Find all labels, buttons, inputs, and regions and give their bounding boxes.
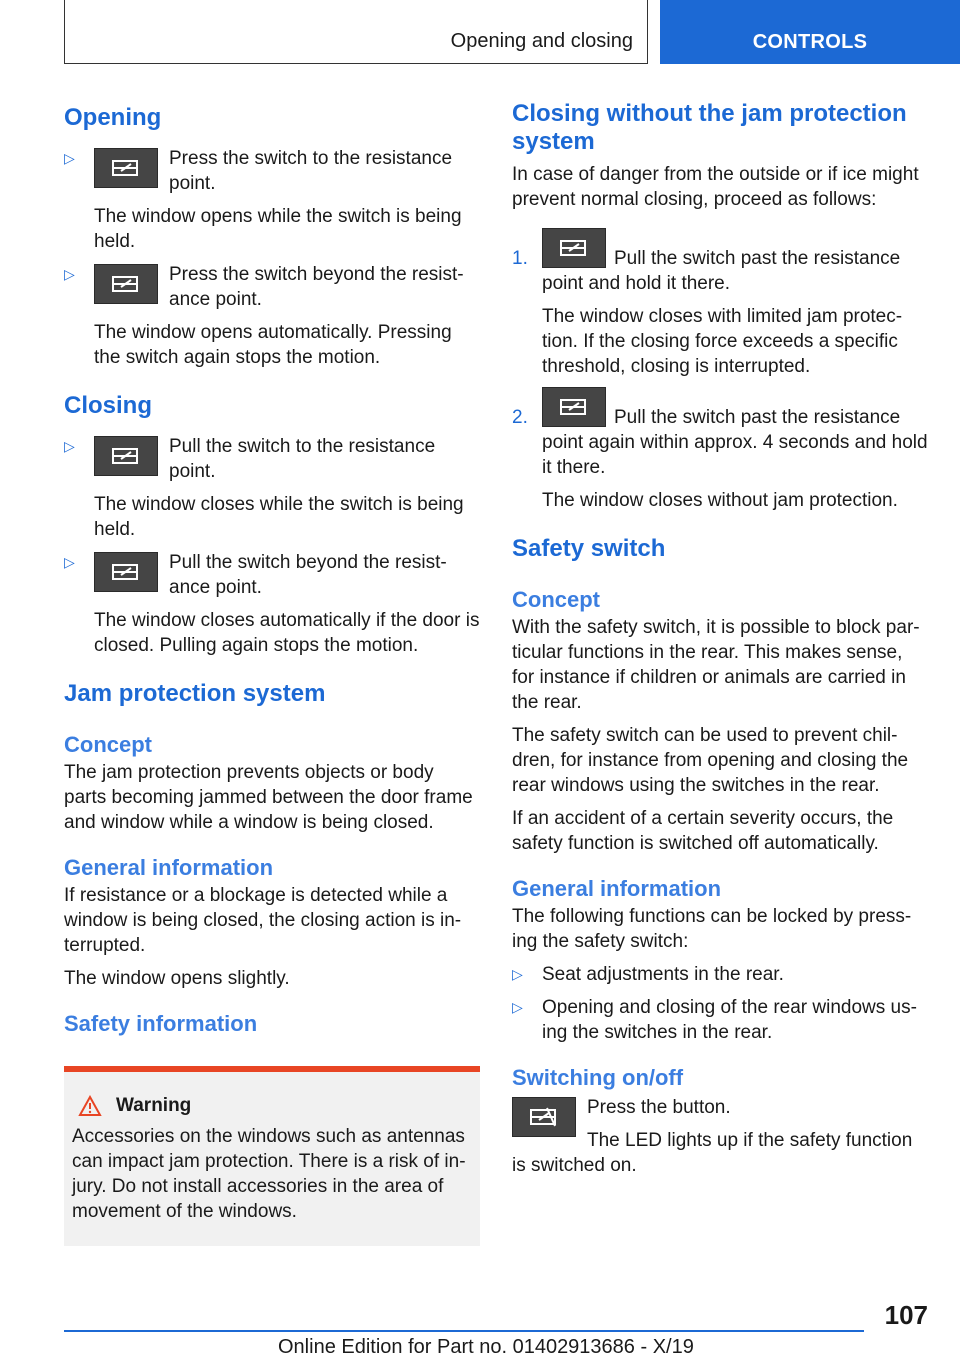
header-chapter-tab[interactable] <box>660 0 960 64</box>
step-icon-text: Pull the switch past the resistance point and hold it there. <box>542 248 901 294</box>
window-switch-icon <box>542 228 606 268</box>
step-2 <box>512 387 928 513</box>
switching-heading: Switching on/off <box>512 1065 684 1090</box>
safety-concept-text-1: With the safety switch, it is possible to block par-ticular functions in the rear. This makes sense, for instance if children or animals are carried in the rear. <box>512 617 920 713</box>
closing-without-heading: Closing without the jam protection system <box>512 100 907 155</box>
safety-switch-icon <box>512 1097 576 1137</box>
jam-general-text-1: If resistance or a blockage is detected while a window is being closed, the closing action is in-terrupted. <box>64 885 462 956</box>
step-1 <box>512 228 928 379</box>
item-icon-text: Pull the switch beyond the resist-ance point. <box>169 552 447 598</box>
step-description: The window closes with limited jam protec-tion. If the closing force exceeds a specific threshold, closing is interrupted. <box>542 306 903 377</box>
opening-item-1 <box>64 146 480 254</box>
icon-row <box>542 228 928 296</box>
closing-item-2 <box>64 550 480 658</box>
window-switch-icon <box>94 148 158 188</box>
icon-row <box>542 387 928 480</box>
icon-row <box>94 262 480 312</box>
item-icon-text: Pull the switch to the resistance point. <box>169 436 436 482</box>
safety-general-item-2 <box>512 995 928 1045</box>
icon-row <box>94 550 480 600</box>
closing-without-intro: In case of danger from the outside or if ice might prevent normal closing, proceed as follows: <box>512 164 919 210</box>
triangle-bullet-icon: ▷ <box>64 150 75 166</box>
list-item-text: Seat adjustments in the rear. <box>542 964 784 985</box>
step-number: 1. <box>512 248 528 269</box>
warning-title-row <box>72 1092 472 1120</box>
window-switch-icon <box>94 436 158 476</box>
safety-general-item-1 <box>512 962 928 987</box>
safety-concept-text-2: The safety switch can be used to prevent chil-dren, for instance from opening and closing the rear windows using the switches in the rear. <box>512 725 909 796</box>
jam-protection-heading: Jam protection system <box>64 680 326 707</box>
switching-text-2: The LED lights up if the safety function is switched on. <box>512 1130 913 1176</box>
item-description: The window opens automatically. Pressing the switch again stops the motion. <box>94 322 452 368</box>
triangle-bullet-icon: ▷ <box>64 266 75 282</box>
list-item-text: Opening and closing of the rear windows us-ing the switches in the rear. <box>542 997 917 1043</box>
closing-item-1 <box>64 434 480 542</box>
triangle-bullet-icon: ▷ <box>64 554 75 570</box>
jam-general-heading: General information <box>64 855 274 880</box>
safety-general-heading: General information <box>512 876 722 901</box>
header-section-title: Opening and closing <box>450 30 633 52</box>
safety-switch-heading: Safety switch <box>512 535 666 562</box>
page-number: 107 <box>884 1300 928 1330</box>
item-description: The window closes automatically if the door is closed. Pulling again stops the motion. <box>94 610 480 656</box>
triangle-bullet-icon: ▷ <box>512 999 523 1015</box>
opening-heading: Opening <box>64 104 162 131</box>
jam-concept-text: The jam protection prevents objects or body parts becoming jammed between the door frame and window while a window is being closed. <box>64 762 473 833</box>
item-icon-text: Press the switch to the resistance point. <box>169 148 453 194</box>
step-icon-text: Pull the switch past the resistance point again within approx. 4 seconds and hold it there. <box>542 407 928 478</box>
window-switch-icon <box>542 387 606 427</box>
left-column <box>64 96 480 1039</box>
window-switch-icon <box>94 264 158 304</box>
footer-edition-text: Online Edition for Part no. 01402913686 - X/19 <box>278 1336 694 1358</box>
warning-triangle-icon <box>78 1095 102 1117</box>
item-description: The window opens while the switch is being held. <box>94 206 462 252</box>
icon-row <box>94 146 480 196</box>
footer-divider <box>64 1330 864 1332</box>
chapter-tab-label: CONTROLS <box>752 31 868 53</box>
window-switch-icon <box>94 552 158 592</box>
item-description: The window closes while the switch is being held. <box>94 494 464 540</box>
jam-general-text-2: The window opens slightly. <box>64 968 290 989</box>
safety-concept-text-3: If an accident of a certain severity occurs, the safety function is switched off automatically. <box>512 808 894 854</box>
warning-title: Warning <box>116 1095 192 1116</box>
step-description: The window closes without jam protection. <box>542 490 898 511</box>
step-number: 2. <box>512 407 528 428</box>
header-section-box <box>64 0 648 64</box>
jam-concept-heading: Concept <box>64 732 152 757</box>
opening-item-2 <box>64 262 480 370</box>
triangle-bullet-icon: ▷ <box>64 438 75 454</box>
triangle-bullet-icon: ▷ <box>512 966 523 982</box>
icon-row <box>94 434 480 484</box>
warning-box <box>64 1066 480 1246</box>
right-column <box>512 96 928 1178</box>
safety-information-heading: Safety information <box>64 1011 258 1036</box>
safety-general-intro: The following functions can be locked by press-ing the safety switch: <box>512 906 912 952</box>
safety-concept-heading: Concept <box>512 587 600 612</box>
switching-block <box>512 1095 928 1178</box>
closing-heading: Closing <box>64 392 152 419</box>
switching-text-1: Press the button. <box>587 1097 731 1118</box>
warning-text: Accessories on the windows such as antennas can impact jam protection. There is a risk of in-jury. Do not install accessories in the area of movement of the windows. <box>72 1126 466 1222</box>
item-icon-text: Press the switch beyond the resist-ance point. <box>169 264 464 310</box>
